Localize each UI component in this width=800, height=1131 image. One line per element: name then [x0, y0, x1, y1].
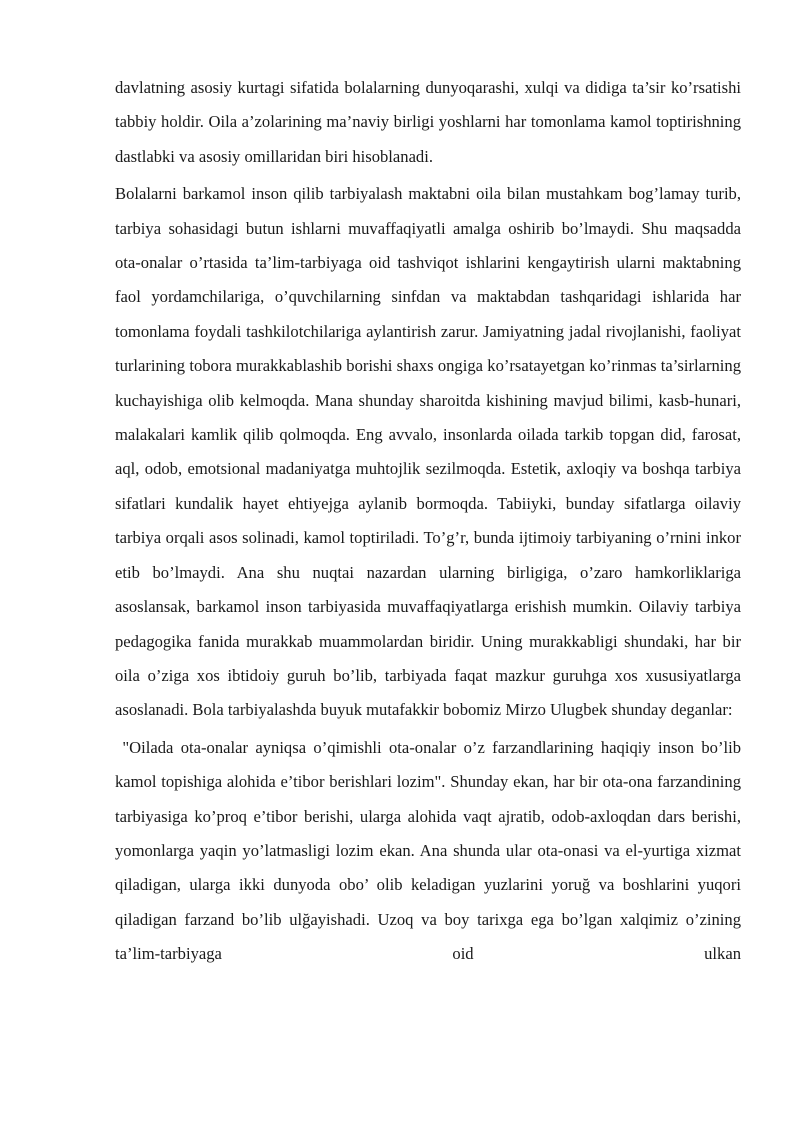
paragraph-3: "Oilada ota-onalar ayniqsa o’qimishli ota-onalar o’z farzandlarining haqiqiy inson bo’lib kamol topishiga alohida e’tibor berishlari lozim". Shunday ekan, har bir ota-ona farzandining tarbiyasiga ko’proq e’tibor berishi, ularga alohida vaqt ajratib, odob-axloqdan dars berishi, yomonlarga yaqin yo’latmasligi lozim ekan. Ana shunda ular ota-onasi va el-yurtiga xizmat qiladigan, ularga ikki dunyoda obo’ olib keladigan yuzlarini yoruğ va boshlarini yuqori qiladigan farzand bo’lib ulğayishadi. Uzoq va boy tarixga ega bo’lgan xalqimiz o’zining ta’lim-tarbiyaga oid ulkan [115, 737, 746, 964]
paragraph-2: Bolalarni barkamol inson qilib tarbiyalash maktabni oila bilan mustahkam bog’lamay turib, tarbiya sohasidagi butun ishlarni muvaffaqiyatli amalga oshirib bo’lmaydi. Shu maqsadda ota-onalar o’rtasida ta’lim-tarbiyaga oid tashviqot ishlarini kengaytirish ularni maktabning faol yordamchilariga, o’quvchilarning sinfdan va maktabdan tashqaridagi ishlarida har tomonlama foydali tashkilotchilariga aylantirish zarur. Jamiyatning jadal rivojlanishi, faoliyat turlarining tobora murakkablashib borishi shaxs ongiga ko’rsatayetgan ko’rinmas ta’sirlarning kuchayishiga olib kelmoqda. Mana shunday sharoitda kishining mavjud bilimi, kasb-hunari, malakalari kamlik qilib qolmoqda. Eng avvalo, insonlarda oilada tarkib topgan did, farosat, aql, odob, emotsional madaniyatga muhtojlik sezilmoqda. Estetik, axloqiy va boshqa tarbiya sifatlari kundalik hayet ehtiyejga aylanib bormoqda. Tabiiyki, bunday sifatlarga oilaviy tarbiya orqali asos solinadi, kamol toptiriladi. To’g’r, bunda ijtimoiy tarbiyaning o’rnini inkor etib bo’lmaydi. Ana shu nuqtai nazardan ularning birligiga, o’zaro hamkorliklariga asoslansak, barkamol inson tarbiyasida muvaffaqiyatlarga erishish mumkin. Oilaviy tarbiya pedagogika fanida murakkab muammolardan biridir. Uning murakkabligi shundaki, har bir oila o’ziga xos ibtidoiy guruh bo’lib, tarbiyada faqat mazkur guruhga xos xususiyatlarga asoslanadi. Bola tarbiyalashda buyuk mutafakkir bobomiz Mirzo Ulugbek shunday deganlar: [115, 184, 741, 720]
paragraph-1: davlatning asosiy kurtagi sifatida bolalarning dunyoqarashi, xulqi va didiga ta’sir ko’rsatishi tabbiy holdir. Oila a’zolarining ma’naviy birligi yoshlarni har tomonlama kamol toptirishning dastlabki va asosiy omillaridan biri hisoblanadi. [115, 78, 741, 166]
document-page [115, 71, 746, 975]
